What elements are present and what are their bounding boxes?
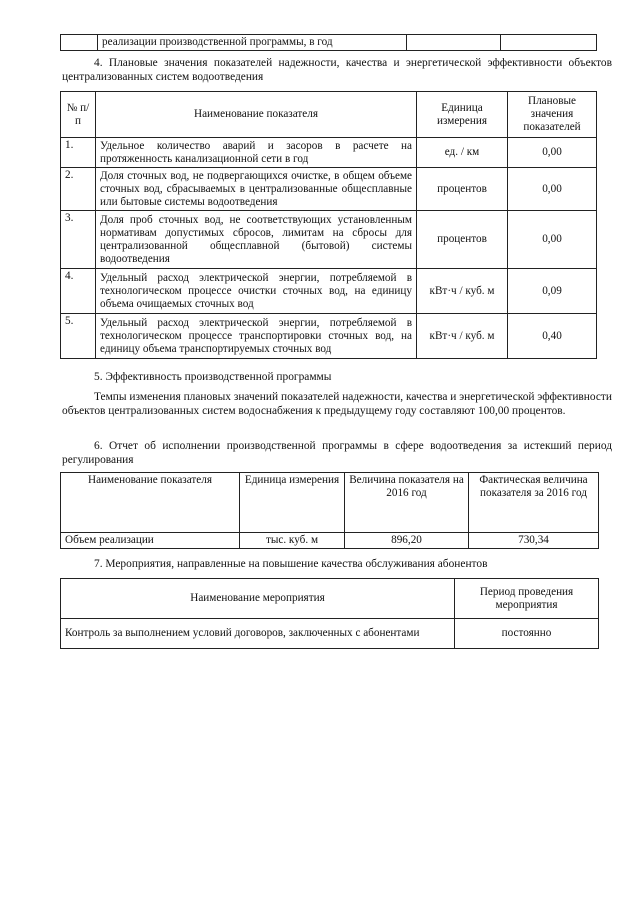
row-unit: процентов bbox=[417, 211, 508, 269]
col-header-num: № п/п bbox=[61, 92, 96, 138]
row-value: 0,00 bbox=[508, 138, 597, 168]
row-fact: 730,34 bbox=[469, 533, 599, 549]
table-row bbox=[61, 138, 597, 168]
table-header-row bbox=[61, 473, 599, 533]
row-value: 0,00 bbox=[508, 211, 597, 269]
col-header-name: Наименование показателя bbox=[61, 473, 240, 533]
section-6-heading: 6. Отчет об исполнении производственной программы в сфере водоотведения за истекший период регулирования bbox=[62, 440, 612, 466]
row-num: 3. bbox=[61, 211, 96, 269]
row-name: Доля проб сточных вод, не соответствующих установленным нормативам допустимых сбросов, лимитам на сбросы для централизованной общесплавной (бытовой) системы водоотведения bbox=[96, 211, 417, 269]
table-header-row bbox=[61, 92, 597, 138]
continuation-table bbox=[60, 34, 597, 51]
row-period: постоянно bbox=[455, 619, 599, 649]
table-cell: реализации производственной программы, в год bbox=[98, 35, 407, 51]
section-4-heading: 4. Плановые значения показателей надежности, качества и энергетической эффективности объектов централизованных систем водоотведения bbox=[62, 57, 612, 83]
table-row bbox=[61, 211, 597, 269]
col-header-plan: Плановые значения показателей bbox=[508, 92, 597, 138]
table-row bbox=[61, 314, 597, 359]
row-unit: тыс. куб. м bbox=[240, 533, 345, 549]
row-name: Удельное количество аварий и засоров в расчете на протяженность канализационной сети в год bbox=[96, 138, 417, 168]
table-row bbox=[61, 619, 599, 649]
row-value: 0,00 bbox=[508, 168, 597, 211]
table-cell bbox=[501, 35, 597, 51]
table-cell bbox=[61, 35, 98, 51]
row-unit: процентов bbox=[417, 168, 508, 211]
table-row bbox=[61, 168, 597, 211]
plan-indicators-table bbox=[60, 91, 597, 359]
col-header-unit: Единица измерения bbox=[417, 92, 508, 138]
row-name: Удельный расход электрической энергии, потребляемой в технологическом процессе транспортировки сточных вод, на единицу объема транспортируемых сточных вод bbox=[96, 314, 417, 359]
table-cell bbox=[407, 35, 501, 51]
col-header-name: Наименование показателя bbox=[96, 92, 417, 138]
row-name: Удельный расход электрической энергии, потребляемой в технологическом процессе очистки сточных вод, на единицу объема очищаемых сточных вод bbox=[96, 269, 417, 314]
row-name: Доля сточных вод, не подвергающихся очистке, в общем объеме сточных вод, сбрасываемых в централизованные общесплавные или бытовые системы водоотведения bbox=[96, 168, 417, 211]
col-header-unit: Единица измерения bbox=[240, 473, 345, 533]
col-header-period: Период проведения мероприятия bbox=[455, 579, 599, 619]
col-header-plan: Величина показателя на 2016 год bbox=[345, 473, 469, 533]
row-unit: кВт·ч / куб. м bbox=[417, 314, 508, 359]
row-num: 4. bbox=[61, 269, 96, 314]
col-header-fact: Фактическая величина показателя за 2016 год bbox=[469, 473, 599, 533]
col-header-measure: Наименование мероприятия bbox=[61, 579, 455, 619]
row-value: 0,40 bbox=[508, 314, 597, 359]
section-7-heading: 7. Мероприятия, направленные на повышение качества обслуживания абонентов bbox=[94, 558, 488, 570]
table-row bbox=[61, 533, 599, 549]
row-name: Объем реализации bbox=[61, 533, 240, 549]
row-num: 1. bbox=[61, 138, 96, 168]
row-plan: 896,20 bbox=[345, 533, 469, 549]
table-row bbox=[61, 35, 597, 51]
section-5-text: Темпы изменения плановых значений показателей надежности, качества и энергетической эффективности объектов централизованных систем водоснабжения к предыдущему году составляют 100,00 процентов. bbox=[62, 391, 612, 417]
row-value: 0,09 bbox=[508, 269, 597, 314]
report-table bbox=[60, 472, 599, 549]
section-5-heading: 5. Эффективность производственной программы bbox=[94, 371, 332, 383]
row-num: 2. bbox=[61, 168, 96, 211]
row-unit: ед. / км bbox=[417, 138, 508, 168]
row-measure: Контроль за выполнением условий договоров, заключенных с абонентами bbox=[61, 619, 455, 649]
measures-table bbox=[60, 578, 599, 649]
table-row bbox=[61, 269, 597, 314]
table-header-row bbox=[61, 579, 599, 619]
row-num: 5. bbox=[61, 314, 96, 359]
row-unit: кВт·ч / куб. м bbox=[417, 269, 508, 314]
